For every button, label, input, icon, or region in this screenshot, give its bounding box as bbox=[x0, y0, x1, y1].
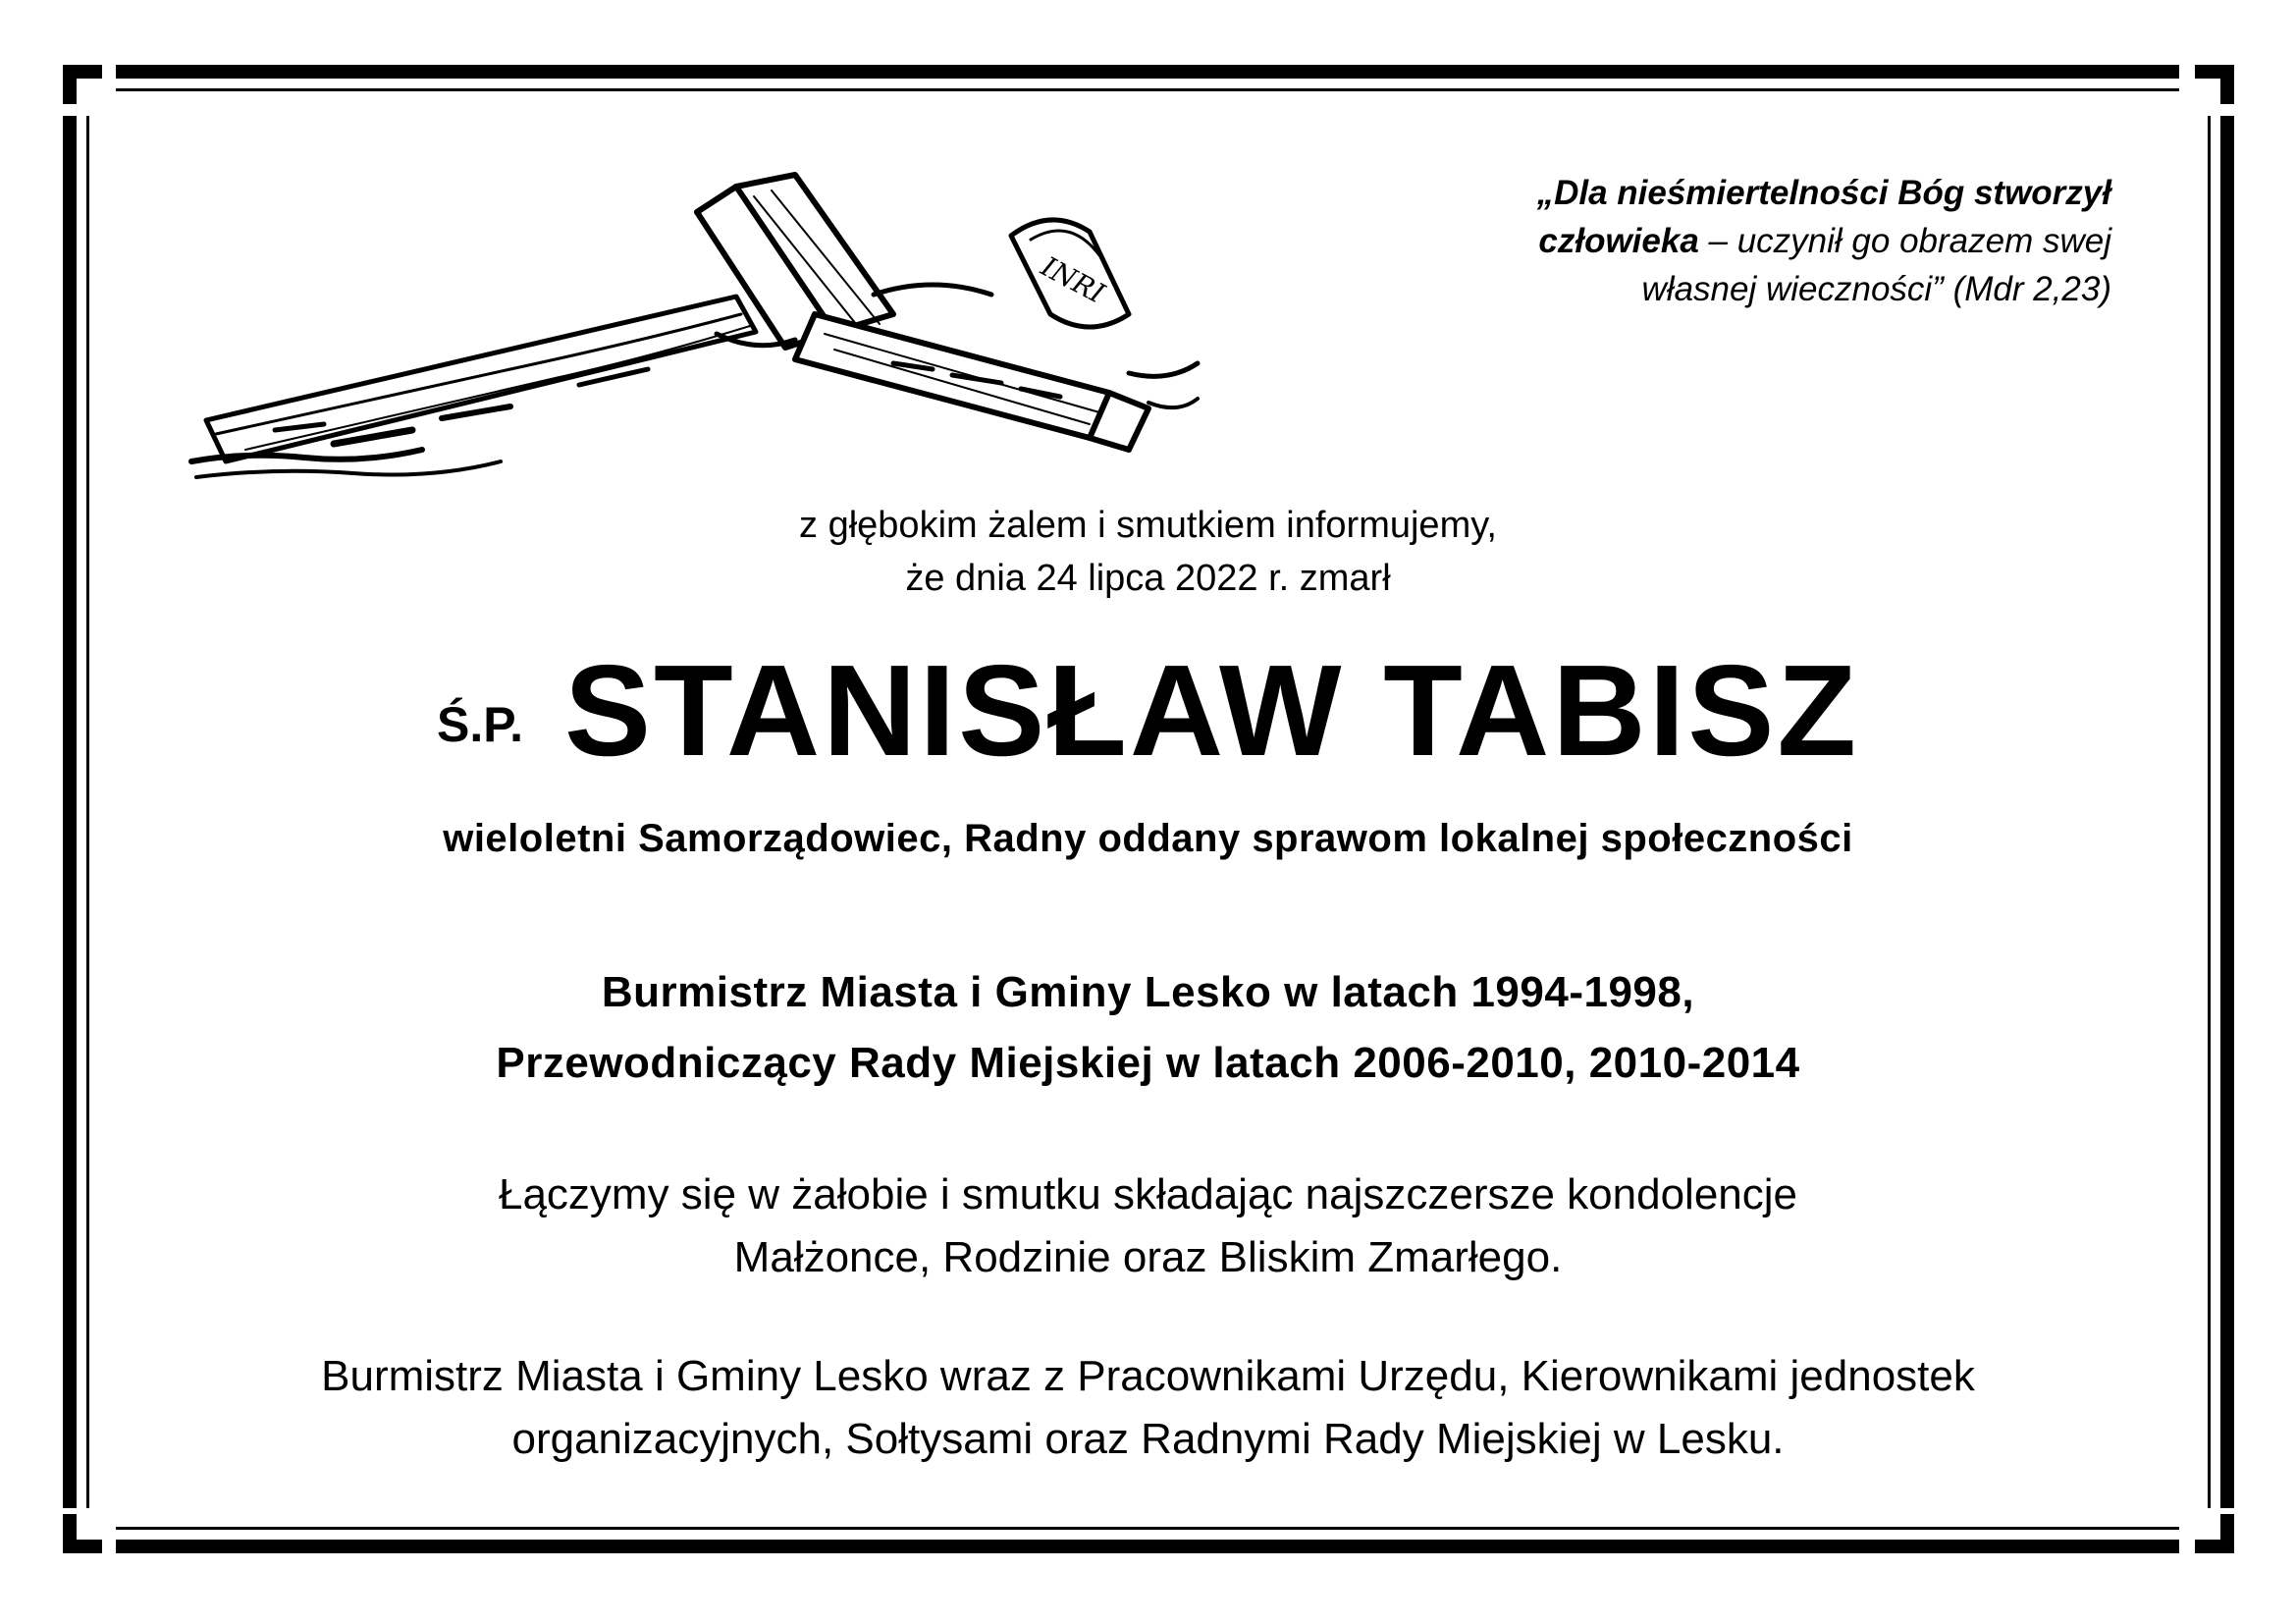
frame-corner-tr-v bbox=[2220, 65, 2234, 104]
title-line-1: Burmistrz Miasta i Gminy Lesko w latach 1994-1998, bbox=[601, 968, 1695, 1016]
role-description: wieloletni Samorządowiec, Radny oddany sprawom lokalnej społeczności bbox=[443, 817, 1853, 860]
frame-top-bar bbox=[116, 65, 2179, 79]
quote-line-1: „Dla nieśmiertelności Bóg stworzył bbox=[1536, 174, 2111, 212]
frame-right-line bbox=[2208, 116, 2211, 1508]
deceased-name-line bbox=[0, 636, 2296, 785]
quote-line-2-rest: – uczynił go obrazem swej bbox=[1698, 222, 2111, 260]
inri-text: INRI bbox=[1036, 249, 1110, 310]
frame-right-bar bbox=[2220, 116, 2234, 1508]
condolences-line-1: Łączymy się w żałobie i smutku składając najszczersze kondolencje bbox=[498, 1170, 1798, 1218]
frame-corner-tl-v bbox=[63, 65, 77, 104]
title-line-2: Przewodniczący Rady Miejskiej w latach 2006-2010, 2010-2014 bbox=[496, 1039, 1800, 1087]
scripture-quote bbox=[1365, 169, 2111, 313]
intro-text bbox=[0, 499, 2296, 605]
prefix-sp: Ś.P. bbox=[436, 697, 524, 752]
cross-illustration bbox=[187, 167, 1207, 481]
titles-block bbox=[0, 957, 2296, 1099]
signature-block bbox=[0, 1345, 2296, 1471]
intro-line-2: że dnia 24 lipca 2022 r. zmarł bbox=[905, 558, 1391, 599]
condolences-line-2: Małżonce, Rodzinie oraz Bliskim Zmarłego. bbox=[733, 1233, 1563, 1281]
frame-corner-bl-v bbox=[63, 1514, 77, 1553]
signature-line-1: Burmistrz Miasta i Gminy Lesko wraz z Pracownikami Urzędu, Kierownikami jednostek bbox=[321, 1352, 1975, 1400]
frame-bottom-bar bbox=[116, 1540, 2179, 1553]
signature-line-2: organizacyjnych, Sołtysami oraz Radnymi Rady Miejskiej w Lesku. bbox=[511, 1415, 1785, 1463]
quote-line-3: własnej wieczności” (Mdr 2,23) bbox=[1641, 270, 2111, 308]
frame-left-line bbox=[86, 116, 89, 1508]
frame-top-line bbox=[116, 88, 2179, 91]
frame-corner-br-v bbox=[2220, 1514, 2234, 1553]
condolences-block bbox=[0, 1164, 2296, 1289]
frame-left-bar bbox=[63, 116, 77, 1508]
deceased-name: STANISŁAW TABISZ bbox=[564, 638, 1860, 783]
intro-line-1: z głębokim żalem i smutkiem informujemy, bbox=[799, 505, 1497, 546]
frame-bottom-line bbox=[116, 1527, 2179, 1530]
quote-line-2-bold: człowieka bbox=[1538, 222, 1699, 260]
